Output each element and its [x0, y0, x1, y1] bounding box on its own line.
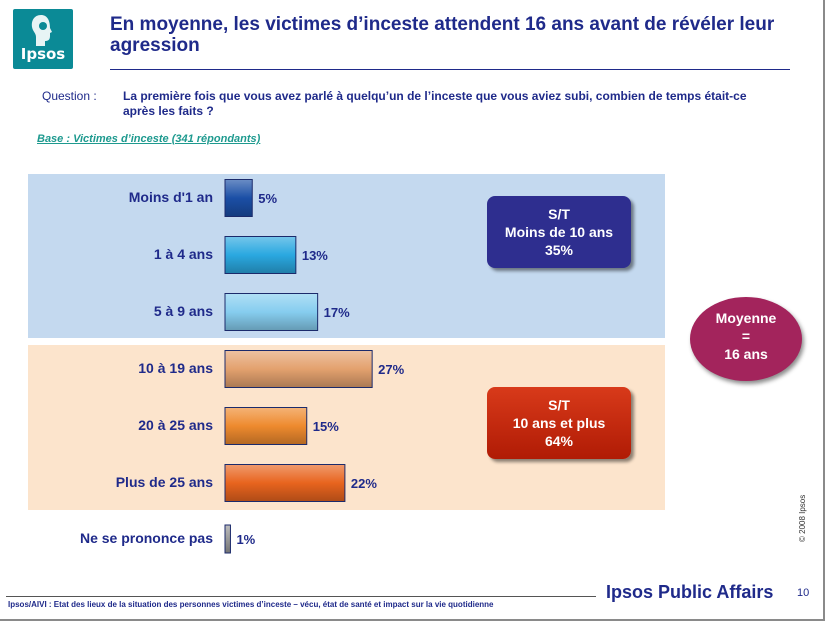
value-label: 5% — [258, 191, 278, 206]
value-label: 27% — [378, 362, 405, 377]
category-label: 20 à 25 ans — [138, 417, 213, 433]
footer-text: Ipsos/AIVI : Etat des lieux de la situation des personnes victimes d’inceste – vécu, état de santé et impact sur la vie quotidienne — [8, 600, 494, 609]
average-line1: Moyenne — [715, 310, 777, 326]
copyright: © 2008 Ipsos — [798, 494, 807, 542]
bar — [225, 237, 296, 274]
page-title: En moyenne, les victimes d’inceste attendent 16 ans avant de révéler leur agression — [110, 14, 775, 56]
subtotal-under-10-line2: Moins de 10 ans — [504, 224, 614, 240]
value-label: 22% — [350, 476, 377, 491]
average-line2: = — [741, 328, 751, 344]
bar — [225, 465, 345, 502]
average-line3: 16 ans — [724, 346, 768, 362]
category-label: 5 à 9 ans — [153, 303, 213, 319]
bar — [225, 351, 372, 388]
category-label: 1 à 4 ans — [153, 246, 213, 262]
average-circle — [690, 297, 802, 381]
bar — [225, 294, 318, 331]
category-label: 10 à 19 ans — [138, 360, 213, 376]
subtotal-10-plus-line1: S/T — [548, 397, 570, 413]
subtotal-under-10-box — [487, 196, 631, 268]
value-label: 17% — [323, 305, 350, 320]
category-label: Ne se prononce pas — [79, 530, 213, 546]
subtotal-10-plus-line2: 10 ans et plus — [512, 415, 606, 431]
bar — [225, 180, 252, 217]
subtotal-under-10-line1: S/T — [548, 206, 570, 222]
value-label: 15% — [312, 419, 339, 434]
category-label: Moins d'1 an — [128, 189, 213, 205]
question-text: La première fois que vous avez parlé à quelqu’un de l’inceste que vous aviez subi, combien de temps était-ce après les faits ? — [123, 89, 747, 118]
value-label: 13% — [301, 248, 328, 263]
bar — [225, 525, 230, 553]
base-note: Base : Victimes d’inceste (341 répondants) — [37, 133, 261, 145]
footer-divider — [6, 596, 596, 597]
question-label: Question : — [42, 89, 97, 103]
bar — [225, 408, 307, 445]
subtotal-10-plus-box — [487, 387, 631, 459]
value-label: 1% — [236, 532, 256, 547]
page-number: 10 — [797, 587, 810, 599]
brand-name: Ipsos Public Affairs — [606, 582, 774, 602]
subtotal-under-10-line3: 35% — [544, 242, 574, 258]
category-label: Plus de 25 ans — [115, 474, 213, 490]
subtotal-10-plus-line3: 64% — [544, 433, 574, 449]
logo-text: Ipsos — [20, 45, 66, 63]
